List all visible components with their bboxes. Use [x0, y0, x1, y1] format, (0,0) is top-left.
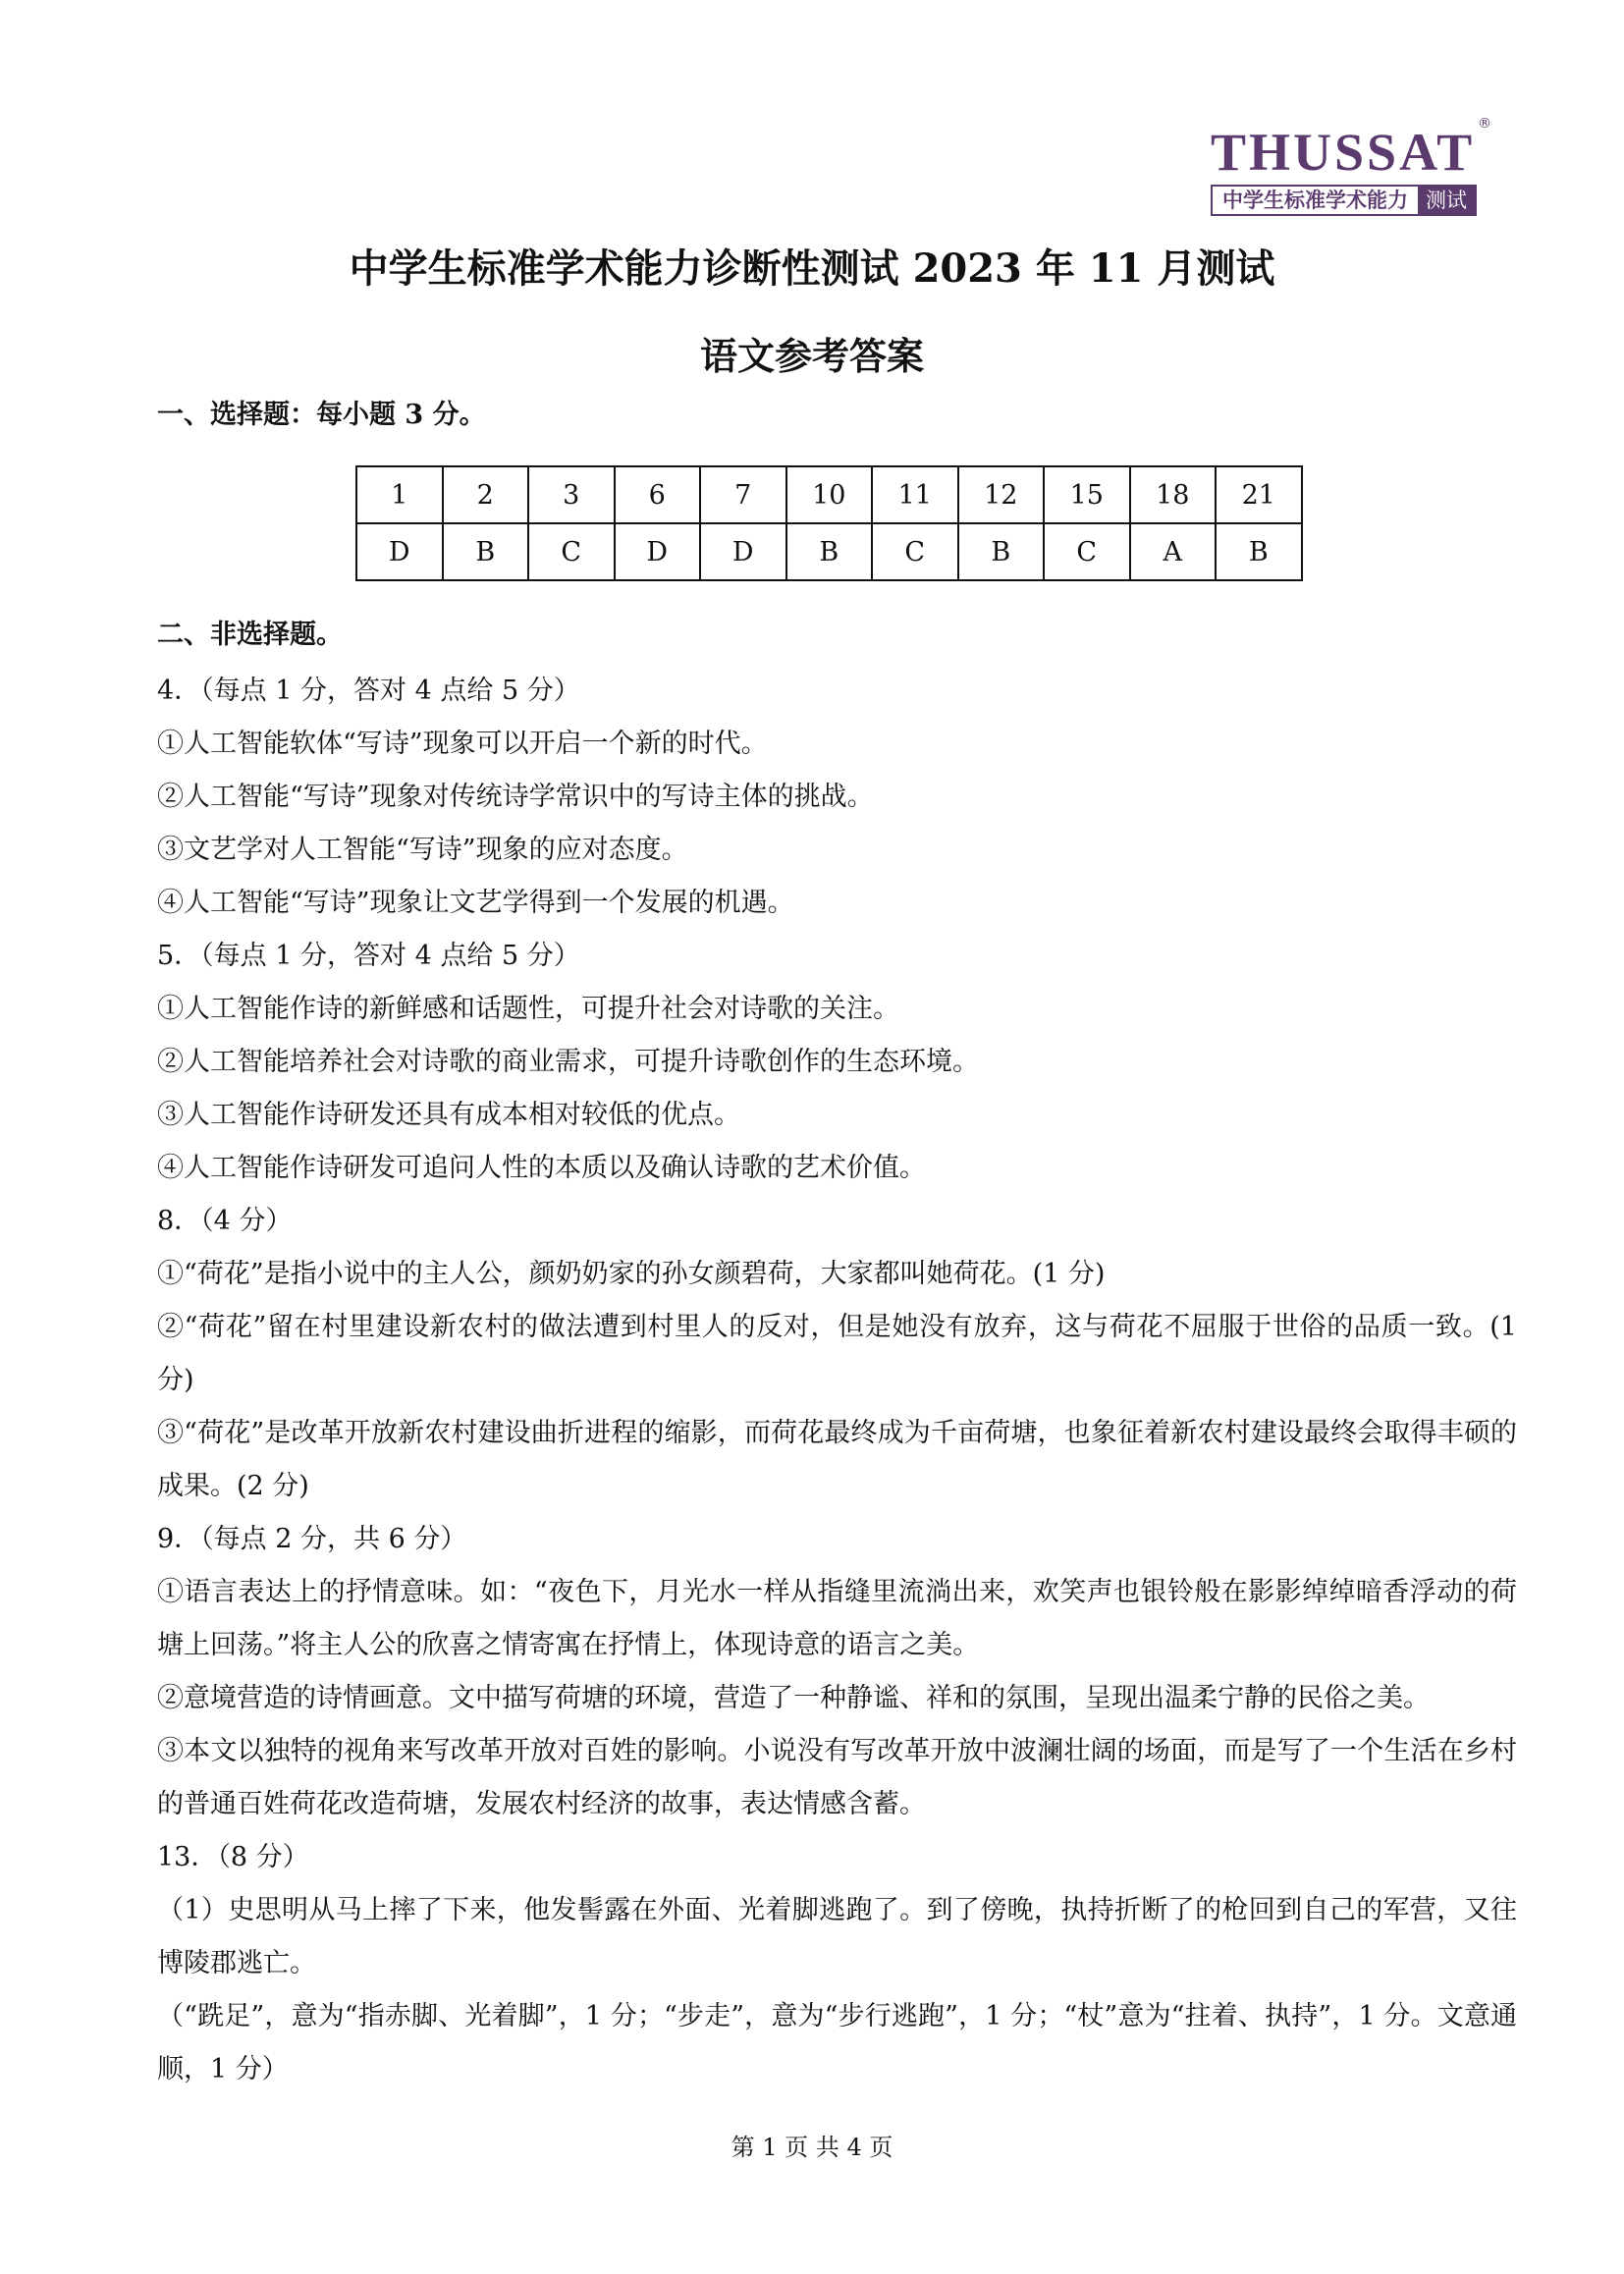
section-heading-nonchoice: 二、非选择题。	[157, 620, 343, 650]
question-number-cell: 10	[786, 466, 873, 523]
answer-point: ②人工智能培养社会对诗歌的商业需求，可提升诗歌创作的生态环境。	[157, 1047, 979, 1077]
logo-tag-box: 测试	[1418, 187, 1475, 214]
answer-point: ①语言表达上的抒情意味。如：“夜色下，月光水一样从指缝里流淌出来，欢笑声也银铃般在影影绰绰暗香浮动的荷塘上回荡。”将主人公的欣喜之情寄寓在抒情上，体现诗意的语言之美。	[157, 1577, 1517, 1660]
answer-point: ③“荷花”是改革开放新农村建设曲折进程的缩影，而荷花最终成为千亩荷塘，也象征着新农村建设最终会取得丰硕的成果。(2 分)	[157, 1418, 1517, 1501]
answer-cell: B	[1216, 523, 1302, 580]
question-number-cell: 15	[1044, 466, 1130, 523]
answer-point: ②“荷花”留在村里建设新农村的做法遭到村里人的反对，但是她没有放弃，这与荷花不屈服于世俗的品质一致。(1 分)	[157, 1312, 1517, 1395]
question-number-row	[356, 466, 1302, 523]
question-number-cell: 3	[528, 466, 615, 523]
answer-cell: B	[786, 523, 873, 580]
answer-cell: C	[528, 523, 615, 580]
registered-mark: ®	[1478, 116, 1491, 132]
answer-point: ④人工智能“写诗”现象让文艺学得到一个发展的机遇。	[157, 888, 794, 918]
answer-cell: D	[356, 523, 443, 580]
question-number-cell: 6	[615, 466, 701, 523]
question-number-cell: 18	[1130, 466, 1217, 523]
answer-point: ①人工智能软体“写诗”现象可以开启一个新的时代。	[157, 729, 768, 759]
answer-point: ③文艺学对人工智能“写诗”现象的应对态度。	[157, 835, 688, 865]
answer-point: ②意境营造的诗情画意。文中描写荷塘的环境，营造了一种静谧、祥和的氛围，呈现出温柔宁静的民俗之美。	[157, 1683, 1430, 1713]
answer-cell: A	[1130, 523, 1217, 580]
document-subtitle: 语文参考答案	[699, 334, 924, 378]
question-header: 8．（4 分）	[157, 1206, 293, 1236]
question-number-cell: 12	[958, 466, 1045, 523]
answer-table	[355, 465, 1303, 581]
question-number-cell: 21	[1216, 466, 1302, 523]
answer-cell: C	[872, 523, 958, 580]
answer-point: ④人工智能作诗研发可追问人性的本质以及确认诗歌的艺术价值。	[157, 1153, 926, 1183]
answer-cell: C	[1044, 523, 1130, 580]
answer-point: （1）史思明从马上摔了下来，他发髻露在外面、光着脚逃跑了。到了傍晚，执持折断了的枪回到自己的军营，又往博陵郡逃亡。	[157, 1895, 1517, 1978]
answer-point: ①人工智能作诗的新鲜感和话题性，可提升社会对诗歌的关注。	[157, 994, 899, 1024]
answer-cell: D	[700, 523, 786, 580]
logo-tagline: 中学生标准学术能力	[1213, 187, 1418, 214]
thussat-logo	[1203, 116, 1497, 220]
answer-body	[157, 665, 1517, 2096]
question-header: 9．（每点 2 分，共 6 分）	[157, 1524, 467, 1554]
question-number-cell: 11	[872, 466, 958, 523]
logo-wordmark: THUSSAT	[1211, 123, 1476, 182]
logo-tagline-bar	[1211, 185, 1477, 216]
page-footer: 第 1 页 共 4 页	[731, 2134, 893, 2161]
answer-cell: B	[443, 523, 529, 580]
question-number-cell: 7	[700, 466, 786, 523]
question-number-cell: 1	[356, 466, 443, 523]
answer-point: ③人工智能作诗研发还具有成本相对较低的优点。	[157, 1100, 740, 1130]
answer-point: ①“荷花”是指小说中的主人公，颜奶奶家的孙女颜碧荷，大家都叫她荷花。(1 分)	[157, 1259, 1106, 1289]
question-header: 4．（每点 1 分，答对 4 点给 5 分）	[157, 676, 580, 706]
question-header: 5．（每点 1 分，答对 4 点给 5 分）	[157, 941, 580, 971]
question-number-cell: 2	[443, 466, 529, 523]
answer-row	[356, 523, 1302, 580]
answer-cell: B	[958, 523, 1045, 580]
answer-cell: D	[615, 523, 701, 580]
document-title: 中学生标准学术能力诊断性测试 2023 年 11 月测试	[349, 245, 1275, 292]
section-heading-choice: 一、选择题：每小题 3 分。	[157, 400, 486, 430]
scoring-note: （“跣足”，意为“指赤脚、光着脚”，1 分；“步走”，意为“步行逃跑”，1 分；“杖”意为“拄着、执持”，1 分。文意通顺，1 分）	[157, 2001, 1517, 2084]
answer-point: ③本文以独特的视角来写改革开放对百姓的影响。小说没有写改革开放中波澜壮阔的场面，而是写了一个生活在乡村的普通百姓荷花改造荷塘，发展农村经济的故事，表达情感含蓄。	[157, 1736, 1517, 1819]
question-header: 13．（8 分）	[157, 1842, 309, 1872]
answer-point: ②人工智能“写诗”现象对传统诗学常识中的写诗主体的挑战。	[157, 782, 874, 812]
